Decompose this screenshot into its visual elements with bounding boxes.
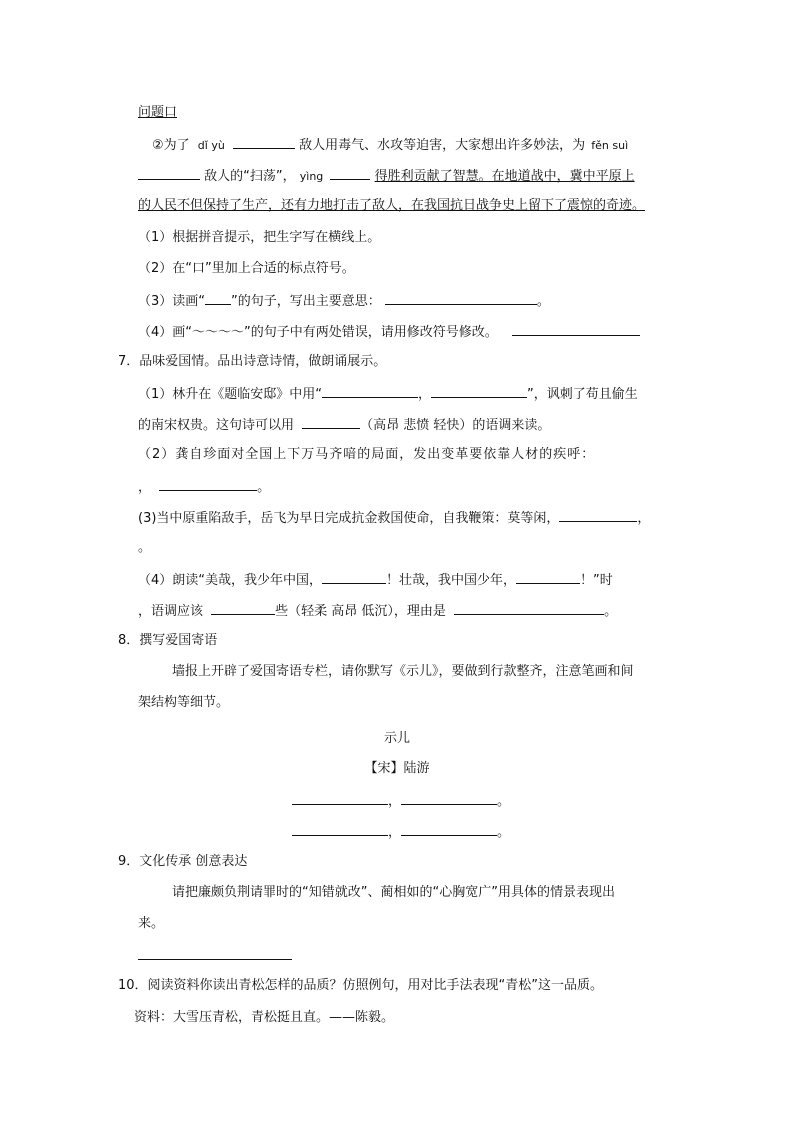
- q7-s3a-post: ，: [637, 511, 651, 526]
- q7-s4a-pre: （4）朗读“美哉，我少年中国，: [138, 573, 323, 588]
- blank-tone1[interactable]: [302, 415, 360, 429]
- poem-line1-comma: ，: [388, 794, 402, 809]
- blank-fensui[interactable]: [138, 166, 200, 180]
- pinyin-diyu: dǐ yù: [197, 139, 225, 152]
- q9-p2: 来。: [138, 916, 165, 931]
- q10-material: 资料：大雪压青松，青松挺且直。——陈毅。: [134, 1010, 395, 1025]
- blank-poem1[interactable]: [322, 384, 418, 398]
- blank-gongzizhen[interactable]: [159, 477, 257, 491]
- q7-s1a: [138, 384, 638, 404]
- q6-line1: [152, 135, 628, 155]
- q6-sub1: （1）根据拼音提示，把生字写在横线上。: [138, 230, 381, 245]
- q6-line1-mid: 敌人用毒气、水攻等迫害，大家想出许多妙法，为: [299, 138, 586, 153]
- q7-s1b-post: （高昂 悲愤 轻快）的语调来读。: [360, 418, 551, 433]
- blank-youth2[interactable]: [516, 570, 580, 584]
- blank-youth1[interactable]: [322, 570, 386, 584]
- blank-correction[interactable]: [512, 322, 640, 336]
- q6-sub2: （2）在“口”里加上合适的标点符号。: [138, 261, 355, 276]
- poem-line2-comma: ，: [388, 825, 402, 840]
- q6-line1-pre: ②为了: [152, 138, 190, 153]
- blank-tone2[interactable]: [211, 601, 275, 615]
- q7-s3a: [138, 508, 650, 528]
- poem-line1-period: 。: [497, 794, 511, 809]
- poem-line2: [292, 822, 510, 842]
- q7-s2b-post: 。: [257, 480, 271, 495]
- q6-line3: 的人民不但保持了生产，还有力地打击了敌人，在我国抗日战争史上留下了震惊的奇迹。: [138, 198, 646, 213]
- blank-poem-line1b[interactable]: [401, 791, 497, 805]
- q6-sub3-post: 。: [536, 294, 550, 309]
- poem-line2-period: 。: [497, 825, 511, 840]
- q6-line2-post: 得胜利贡献了智慧。在地道战中，冀中平原上: [374, 169, 635, 184]
- q7-s3b: 。: [138, 540, 152, 555]
- pinyin-fensui: fěn suì: [591, 139, 629, 152]
- q7-s3a-pre: (3)当中原重陷敌手，岳飞为早日完成抗金救国使命，自我鞭策：莫等闲，: [138, 511, 560, 526]
- poem-author: 【宋】陆游: [364, 761, 430, 776]
- q7-s4a: [138, 570, 613, 590]
- blank-ying[interactable]: [330, 166, 370, 180]
- poem-line1: [292, 791, 510, 811]
- q8-title: 8．撰写爱国寄语: [118, 633, 218, 648]
- q7-s1a-pre: （1）林升在《题临安邸》中用“: [138, 387, 323, 402]
- q6-line2-mid: 敌人的“扫荡”，: [204, 169, 296, 184]
- q7-s4a-post: ！”时: [580, 573, 613, 588]
- q8-p2: 架结构等细节。: [138, 695, 230, 710]
- q7-s1b-pre: 的南宋权贵。这句诗可以用: [138, 418, 295, 433]
- q7-s4a-mid: ！壮哉，我中国少年，: [386, 573, 517, 588]
- pinyin-ying: yìng: [299, 170, 324, 183]
- q9-title: 9．文化传承 创意表达: [118, 854, 248, 869]
- q7-s2a: （2）龚自珍面对全国上下万马齐喑的局面，发出变革要依靠人材的疾呼：: [138, 447, 596, 462]
- q7-s4b-mid: 些（轻柔 高昂 低沉），理由是: [275, 604, 446, 619]
- blank-q9-answer[interactable]: [138, 946, 292, 960]
- q6-sub3-mid: ”的句子，写出主要意思：: [231, 294, 381, 309]
- q9-p1: 请把廉颇负荆请罪时的“知错就改”、蔺相如的“心胸宽广”用具体的情景表现出: [172, 885, 615, 900]
- q7-s4b-post: 。: [604, 604, 618, 619]
- q7-s2b: [138, 477, 270, 497]
- blank-reason[interactable]: [454, 601, 604, 615]
- q6-sub4: [138, 322, 640, 342]
- q6-sub4-text: （4）画“～～～～”的句子中有两处错误，请用修改符号修改。: [138, 325, 498, 340]
- blank-yuefei[interactable]: [559, 508, 637, 522]
- q7-s1a-post: ”，讽刺了苟且偷生: [527, 387, 638, 402]
- underline-sample: [205, 291, 231, 305]
- blank-diyu[interactable]: [233, 135, 295, 149]
- q6-sub3: [138, 291, 550, 311]
- q7-s4b-pre: ，语调应该: [138, 604, 204, 619]
- q7-title: 7．品味爱国情。品出诗意诗情，做朗诵展示。: [118, 354, 387, 369]
- q7-s1b: [138, 415, 550, 435]
- q10-title: 10．阅读资料你读出青松怎样的品质？仿照例句，用对比手法表现“青松”这一品质。: [118, 978, 604, 993]
- q6-line2: [138, 166, 635, 186]
- q7-s2b-pre: ，: [138, 480, 152, 495]
- blank-poem2[interactable]: [431, 384, 527, 398]
- q6-header: 问题口: [138, 105, 178, 120]
- blank-poem-line1a[interactable]: [292, 791, 388, 805]
- blank-main-idea[interactable]: [385, 291, 537, 305]
- blank-poem-line2a[interactable]: [292, 822, 388, 836]
- q7-s1a-comma: ，: [418, 387, 432, 402]
- q9-answer-line: [138, 946, 292, 966]
- poem-title: 示儿: [383, 731, 410, 746]
- q6-sub3-pre: （3）读画“: [138, 294, 206, 309]
- blank-poem-line2b[interactable]: [401, 822, 497, 836]
- q8-p1: 墙报上开辟了爱国寄语专栏，请你默写《示儿》，要做到行款整齐，注意笔画和间: [172, 664, 634, 679]
- q7-s4b: [138, 601, 617, 621]
